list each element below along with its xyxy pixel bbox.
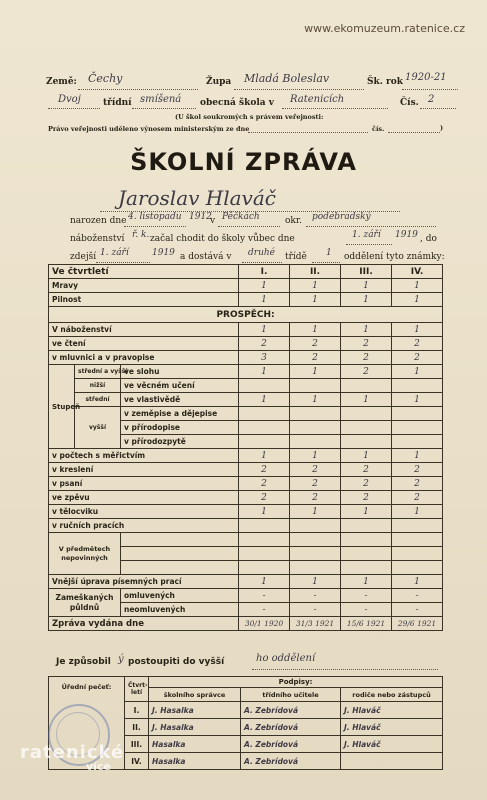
level-label: střední [75,393,121,407]
grade-cell: 1 [392,449,443,463]
podpisy-header: Podpisy: [149,677,443,688]
subject-label: ve slohu [121,365,239,379]
rodice-signature: J. Hlaváč [341,719,443,736]
website-url[interactable]: www.ekomuzeum.ratenice.cz [304,22,465,35]
narozen-label: narozen dne [70,216,127,226]
birth-v-label: v [210,216,216,226]
absence-cell: - [290,589,341,603]
grade-cell: 1 [392,365,443,379]
grade-cell: 2 [392,463,443,477]
watermark-logo-text: ratenické [20,742,125,763]
grade-cell: 3 [239,351,290,365]
grade-cell: 1 [341,393,392,407]
grade-cell: 1 [290,365,341,379]
zacal-year: 1919 [395,230,418,240]
tridni-label: třídní [103,98,132,108]
grade-cell: 2 [239,491,290,505]
subject-label: v mluvnici a v pravopise [49,351,239,365]
spravce-signature: Hasalka [149,736,241,753]
grade-cell [392,561,443,575]
subject-label: v psaní [49,477,239,491]
grade-cell [341,561,392,575]
grade-cell [239,407,290,421]
grade-cell [341,547,392,561]
grade-cell: 2 [392,477,443,491]
tride-label: třídě [285,252,307,262]
stupen-label: Stupeň [49,365,75,449]
grade-cell: 1 [392,279,443,293]
quarter-2-header: II. [290,265,341,279]
quarter-1-header: I. [239,265,290,279]
level-label: nižší [75,379,121,393]
quarter-3-header: III. [341,265,392,279]
subject-label: v zeměpise a dějepise [121,407,239,421]
grade-cell: 1 [341,505,392,519]
optional-subject-slot [121,533,239,547]
grade-cell: 2 [290,351,341,365]
spravce-signature: J. Hasalka [149,702,241,719]
grade-cell: 1 [392,393,443,407]
optional-subject-slot [121,561,239,575]
optional-subject-slot [121,547,239,561]
okr-label: okr. [285,216,303,226]
grade-cell [341,421,392,435]
grade-cell: 1 [239,505,290,519]
grade-cell: 2 [239,463,290,477]
subject-label: v počtech s měřictvím [49,449,239,463]
grade-cell [392,435,443,449]
sig-quarter: III. [125,736,149,753]
quarter-4-header: IV. [392,265,443,279]
rodice-signature: J. Hlaváč [341,702,443,719]
subject-label: ve čtení [49,337,239,351]
grade-cell [290,407,341,421]
subject-label: ve vlastivědě [121,393,239,407]
grade-cell: 2 [392,491,443,505]
grade-cell [290,547,341,561]
ctvrtleti-header: Ve čtvrtletí [49,265,239,279]
grade-cell [392,407,443,421]
zdejsi-year: 1919 [152,248,175,258]
issue-date: 29/6 1921 [392,617,443,631]
obecna-label: obecná škola v [200,98,274,108]
sig-quarter: I. [125,702,149,719]
sig-quarter: IV. [125,753,149,770]
nabozenstvi-value: ř. k. [132,230,150,240]
birth-year: 1912 [189,212,212,222]
zeme-label: Země: [46,77,77,87]
grade-cell: 1 [290,393,341,407]
grade-cell [341,533,392,547]
ucitel-header: třídního učitele [241,688,341,702]
zacal-label: začal chodit do školy vůbec dne [150,234,295,244]
grade-cell: 1 [239,293,290,307]
vydana-label: Zpráva vydána dne [49,617,239,631]
grade-cell: 1 [239,323,290,337]
grade-cell [392,421,443,435]
grade-cell [341,519,392,533]
grade-cell: 2 [341,477,392,491]
grade-cell [392,533,443,547]
issue-date: 30/1 1920 [239,617,290,631]
grade-cell: 1 [290,505,341,519]
neomluvenych-label: neomluvených [121,603,239,617]
prospech-header: PROSPĚCH: [49,307,443,323]
grade-cell: 1 [290,575,341,589]
grade-cell: 2 [341,337,392,351]
grade-cell: 1 [341,293,392,307]
grade-cell [290,421,341,435]
issue-date: 15/6 1921 [341,617,392,631]
pravo-cis-label: čís. [372,125,385,133]
pilnost-label: Pilnost [49,293,239,307]
subject-label: ve zpěvu [49,491,239,505]
grade-cell [290,379,341,393]
grade-cell [392,379,443,393]
subject-label: v přírodopise [121,421,239,435]
grade-cell [239,379,290,393]
grade-cell: 2 [341,365,392,379]
grade-cell: 1 [392,505,443,519]
zeme-value: Čechy [88,72,123,85]
pravo-label: Právo veřejnosti uděleno výnosem ministerským ze dne [48,125,250,133]
subject-label: v přírodozpytě [121,435,239,449]
grade-cell: 2 [392,351,443,365]
grade-cell: 1 [239,365,290,379]
vnejsi-label: Vnější úprava písemných prací [49,575,239,589]
official-seal-cell: Úřední pečeť: [49,677,125,770]
nabozenstvi-label: náboženství [70,234,125,244]
student-name: Jaroslav Hlaváč [118,186,276,210]
grade-cell: 2 [392,337,443,351]
narozen-value: 4. listopadu [128,212,182,222]
grade-cell [341,435,392,449]
grade-cell: 1 [290,279,341,293]
close-paren: ) [440,124,444,132]
grade-cell [239,561,290,575]
zupa-label: Župa [206,77,232,87]
grade-cell: 1 [239,575,290,589]
grade-cell: 2 [239,477,290,491]
grade-cell [290,519,341,533]
ctvrtleti-col-header: Čtvrt-letí [125,677,149,702]
oddeleni-label: oddělení tyto známky: [344,252,445,262]
grade-cell [290,533,341,547]
cis-label: Čís. [400,98,419,108]
ucitel-signature: A. Zebrídová [241,753,341,770]
grade-cell: 2 [290,463,341,477]
grade-cell: 1 [341,323,392,337]
grade-cell: 1 [290,449,341,463]
ucitel-signature: A. Zebrídová [241,719,341,736]
zacal-value: 1. září [352,230,381,240]
private-school-note: (U škol soukromých s právem veřejnosti: [175,113,324,121]
rok-label: Šk. rok [367,77,403,87]
oddeleni-value: 1 [326,248,332,258]
absence-cell: - [392,603,443,617]
grade-cell [239,533,290,547]
grades-table [48,264,443,631]
ability-value-2: ho oddělení [256,653,316,664]
subject-label: V náboženství [49,323,239,337]
ability-value-1: ý [118,654,124,665]
subject-label: v kreslení [49,463,239,477]
zdejsi-value: 1. září [100,248,129,258]
do-label: , do [420,234,437,244]
absence-cell: - [341,589,392,603]
grade-cell [341,407,392,421]
smisena-value: smíšená [140,94,182,105]
absence-cell: - [290,603,341,617]
grade-cell: 1 [239,449,290,463]
issue-date: 31/3 1921 [290,617,341,631]
watermark-logo-subtext: více [86,760,111,773]
grade-cell: 2 [290,337,341,351]
grade-cell: 1 [290,293,341,307]
subject-label: v ručních pracích [49,519,239,533]
cis-value: 2 [428,94,435,105]
grade-cell: 2 [290,477,341,491]
subject-label: v tělocviku [49,505,239,519]
grade-cell [239,547,290,561]
ucitel-signature: A. Zebrídová [241,736,341,753]
rodice-header: rodiče nebo zástupců [341,688,443,702]
grade-cell: 2 [290,491,341,505]
sig-quarter: II. [125,719,149,736]
grade-cell: 1 [290,323,341,337]
ucitel-signature: A. Zebrídová [241,702,341,719]
school-place-value: Ratenicích [290,94,345,105]
absence-cell: - [239,589,290,603]
zamesk-label: Zameškaných půldnů [49,589,121,617]
grade-cell: 1 [392,323,443,337]
grade-cell: 2 [341,491,392,505]
grade-cell: 2 [239,337,290,351]
grade-cell [239,519,290,533]
absence-cell: - [341,603,392,617]
okr-value: podébradský [312,212,371,222]
grade-cell [290,561,341,575]
grade-cell [341,379,392,393]
grade-cell: 1 [341,575,392,589]
spravce-header: školního správce [149,688,241,702]
absence-cell: - [392,589,443,603]
trida-value: druhé [248,248,275,258]
rodice-signature: J. Hlaváč [341,736,443,753]
grade-cell: 1 [341,279,392,293]
school-type-value: Dvoj [58,94,81,105]
spravce-signature: J. Hasalka [149,719,241,736]
ability-label-1: Je způsobil [56,657,111,667]
birth-place: Pěčkách [222,212,260,222]
nepovinne-label: V předmětech nepovinných [49,533,121,575]
report-title: ŠKOLNÍ ZPRÁVA [130,148,357,176]
absence-cell: - [239,603,290,617]
ability-label-2: postoupiti do vyšší [128,657,225,667]
grade-cell: 1 [392,293,443,307]
grade-cell [392,547,443,561]
rodice-signature [341,753,443,770]
grade-cell [392,519,443,533]
spravce-signature: Hasalka [149,753,241,770]
level-label: vyšší [75,407,121,449]
grade-cell [239,421,290,435]
omluvenych-label: omluvených [121,589,239,603]
grade-cell: 2 [341,351,392,365]
grade-cell: 1 [392,575,443,589]
grade-cell [290,435,341,449]
zupa-value: Mladá Boleslav [244,72,330,85]
level-label: střední a vyšší [75,365,121,379]
grade-cell: 1 [239,393,290,407]
zdejsi-label: zdejší [70,252,97,262]
rok-value: 1920-21 [405,72,447,83]
grade-cell: 1 [341,449,392,463]
dostava-label: a dostává v [180,252,232,262]
grade-cell: 2 [341,463,392,477]
mravy-label: Mravy [49,279,239,293]
subject-label: ve věcném učení [121,379,239,393]
grade-cell: 1 [239,279,290,293]
grade-cell [239,435,290,449]
